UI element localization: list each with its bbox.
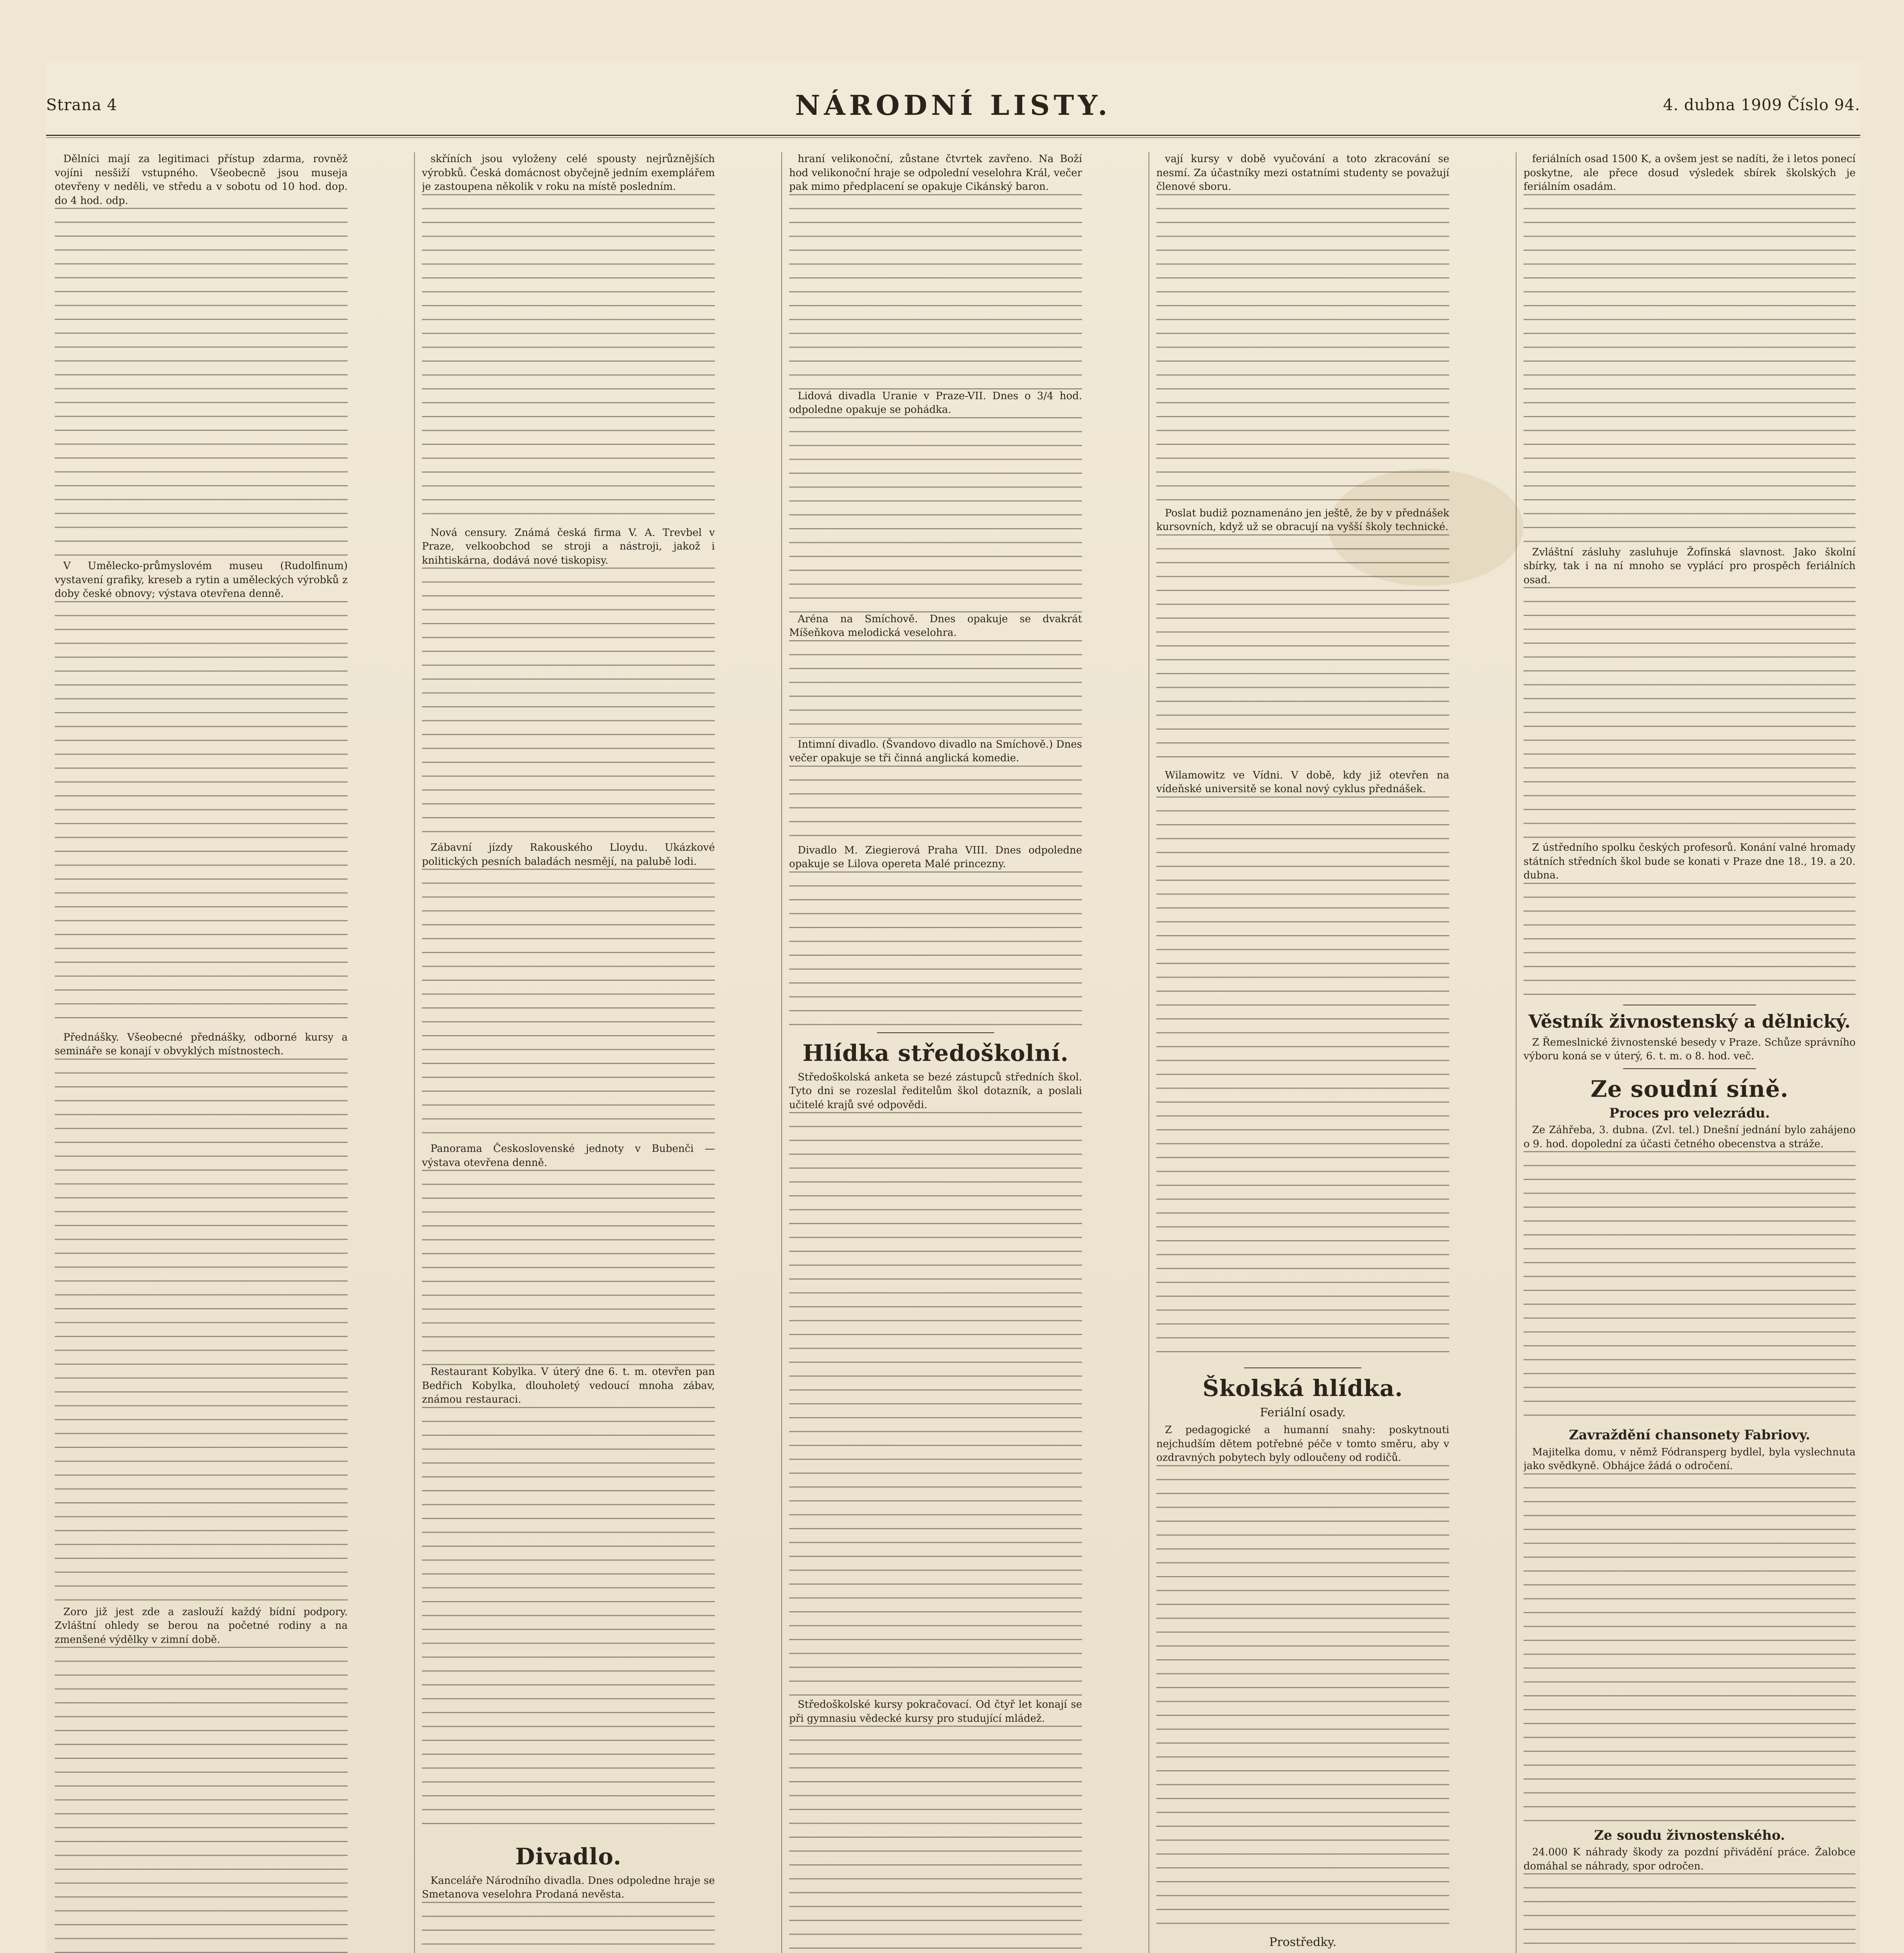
article-paragraph: Středoškolská anketa se bezé zástupců středních škol. Tyto dni se rozeslal ředitelům škol dotazník, a poslali učitelé krajů své odpovědi. [789,1071,1082,1111]
text-block [789,1726,1082,1953]
article-paragraph: Restaurant Kobylka. V úterý dne 6. t. m. otevřen pan Bedřich Kobylka, dlouholetý vedoucí mnoha zábav, známou restauraci. [422,1366,715,1405]
masthead-rule-thin [46,137,1860,138]
article-paragraph: hraní velikonoční, zůstane čtvrtek zavřeno. Na Boží hod velikonoční hraje se odpolední veselohra Král, večer pak mimo předplacení se opakuje Cikánský baron. [789,153,1082,193]
masthead-rule [46,135,1860,136]
section-rule [1623,1068,1756,1069]
text-block [1524,1473,1856,1825]
text-block [1524,883,1856,1000]
masthead [46,89,1860,132]
section-heading-divadlo: Divadlo. [515,1843,622,1870]
article-paragraph: Z Řemeslnické živnostenské besedy v Praze. Schůze správního výboru koná se v úterý, 6. t. m. o 8. hod. več. [1524,1036,1856,1062]
article-paragraph: Majitelka domu, v němž Fódransperg bydlel, byla vyslechnuta jako svědkyně. Obhájce žádá o odročení. [1524,1446,1856,1472]
subsection-heading-ferialni: Feriální osady. [1260,1405,1346,1419]
column-divider [414,152,415,1953]
article-paragraph: Zábavní jízdy Rakouského Lloydu. Ukázkové politických pesních baladách nesmějí, na palubě lodi. [422,842,715,868]
section-heading-hlidka: Hlídka středoškolní. [802,1039,1069,1066]
text-block [55,1059,348,1605]
text-block [422,1407,715,1837]
article-paragraph: skříních jsou vyloženy celé spousty nejrůznějších výrobků. Česká domácnost obyčejně jedním exemplářem je zastoupena několik v roku na místě posledním. [422,153,715,193]
article-paragraph: vají kursy v době vyučování a toto zkracování se nesmí. Za účastníky mezi ostatními studenty se považují členové sboru. [1156,153,1449,193]
article-paragraph: Poslat budiž poznamenáno jen ještě, že by v přednášek kursovních, když už se obracují na vyšší školy technické. [1156,507,1449,533]
article-paragraph: Divadlo M. Ziegierová Praha VIII. Dnes odpoledne opakuje se Lilova opereta Malé princezny. [789,844,1082,870]
text-block [1524,194,1856,546]
subsection-heading-zavrazdeni: Zavraždění chansonety Fabriovy. [1569,1427,1810,1443]
column-4 [1156,152,1449,1953]
text-block [789,417,1082,612]
column-3 [789,152,1082,1953]
article-paragraph: Panorama Československé jednoty v Bubenči — výstava otevřena denně. [422,1143,715,1169]
text-block [1156,796,1449,1363]
issue-date: 4. dubna 1909 Číslo 94. [1663,96,1860,114]
article-paragraph: feriálních osad 1500 K, a ovšem jest se nadíti, že i letos ponecí poskytne, ale přece dosud výsledek sbírek školských je feriálním osadám. [1524,153,1856,193]
text-block [789,640,1082,738]
article-paragraph: Kanceláře Národního divadla. Dnes odpoledne hraje se Smetanova veselohra Prodaná nevěsta. [422,1874,715,1900]
section-heading-vestnik: Věstník živnostenský a dělnický. [1528,1010,1851,1032]
article-paragraph: Lidová divadla Uranie v Praze-VII. Dnes o 3/4 hod. odpoledne opakuje se pohádka. [789,390,1082,416]
article-paragraph: Přednášky. Všeobecné přednášky, odborné kursy a semináře se konají v obvyklých místnostech. [55,1031,348,1057]
text-block [789,871,1082,1028]
text-block [1524,1873,1856,1953]
text-block [1524,587,1856,841]
article-paragraph: Dělníci mají za legitimaci přístup zdarma, rovněž vojíni nesšiží vstupného. Všeobecně jsou museja otevřeny v neděli, ve středu a v sobotu od 10 hod. dop. do 4 hod. odp. [55,153,348,207]
text-block [422,194,715,526]
column-5 [1524,152,1856,1953]
article-paragraph: Ze Záhřeba, 3. dubna. (Zvl. tel.) Dnešní jednání bylo zahájeno o 9. hod. dopolední za účasti četného obecenstva a stráže. [1524,1124,1856,1150]
text-block [55,601,348,1031]
text-block [422,869,715,1142]
section-rule [877,1032,994,1033]
newspaper-title: NÁRODNÍ LISTY. [795,89,1111,121]
section-heading-soudni: Ze soudní síně. [1590,1075,1789,1102]
subsection-heading-zivnost-soud: Ze soudu živnostenského. [1594,1827,1785,1843]
column-divider [781,152,782,1953]
text-block [789,766,1082,844]
page-number: Strana 4 [46,96,118,114]
text-block [55,1647,348,1953]
article-paragraph: Zoro již jest zde a zaslouží každý bídní podpory. Zvláštní ohledy se berou na početné rodiny a na zmenšené výdělky v zimní době. [55,1606,348,1646]
article-paragraph: Z ústředního spolku českých profesorů. Konání valné hromady státních středních škol bude se konati v Praze dne 18., 19. a 20. dubna. [1524,842,1856,881]
article-paragraph: Z pedagogické a humanní snahy: poskytnouti nejchudším dětem potřebné péče v tomto směru, aby v ozdravných pobytech byly odloučeny od rodičů. [1156,1424,1449,1464]
text-block [789,1112,1082,1698]
text-block [422,1170,715,1365]
article-paragraph: Intimní divadlo. (Švandovo divadlo na Smíchově.) Dnes večer opakuje se tři činná anglická komedie. [789,738,1082,764]
column-divider [1148,152,1149,1953]
text-block [422,1902,715,1953]
subsection-heading-proces: Proces pro velezrádu. [1609,1105,1770,1121]
text-block [1524,1151,1856,1425]
article-paragraph: 24.000 K náhrady škody za pozdní přivádění práce. Žalobce domáhal se náhrady, spor odročen. [1524,1846,1856,1872]
article-paragraph: Nová censury. Známá česká firma V. A. Trevbel v Praze, velkoobchod se stroji a nástroji, jakož i knihtiskárna, dodává nové tiskopisy. [422,527,715,566]
text-block [1156,534,1449,769]
text-block [1156,194,1449,507]
column-2 [422,152,715,1953]
text-block [789,194,1082,389]
column-1 [55,152,348,1953]
section-heading-skolska: Školská hlídka. [1202,1375,1403,1401]
article-paragraph: V Umělecko-průmyslovém museu (Rudolfinum) vystavení grafiky, kreseb a rytin a uměleckých výrobků z doby české obnovy; výstava otevřena denně. [55,560,348,600]
article-paragraph: Aréna na Smíchově. Dnes opakuje se dvakrát Míšeňkova melodická veselohra. [789,613,1082,639]
article-paragraph: Zvláštní zásluhy zasluhuje Žofínská slavnost. Jako školní sbírky, tak i na ní mnoho se vyplácí pro prospěch feriálních osad. [1524,546,1856,586]
article-paragraph: Wilamowitz ve Vídni. V době, kdy již otevřen na vídeňské universitě se konal nový cyklus přednášek. [1156,769,1449,795]
text-block [55,208,348,559]
article-paragraph: Středoškolské kursy pokračovací. Od čtyř let konají se při gymnasiu vědecké kursy pro studující mládež. [789,1699,1082,1724]
text-block [1156,1465,1449,1934]
section-rule [1244,1367,1361,1368]
subsection-heading-prostredky: Prostředky. [1269,1935,1337,1949]
text-block [422,568,715,841]
